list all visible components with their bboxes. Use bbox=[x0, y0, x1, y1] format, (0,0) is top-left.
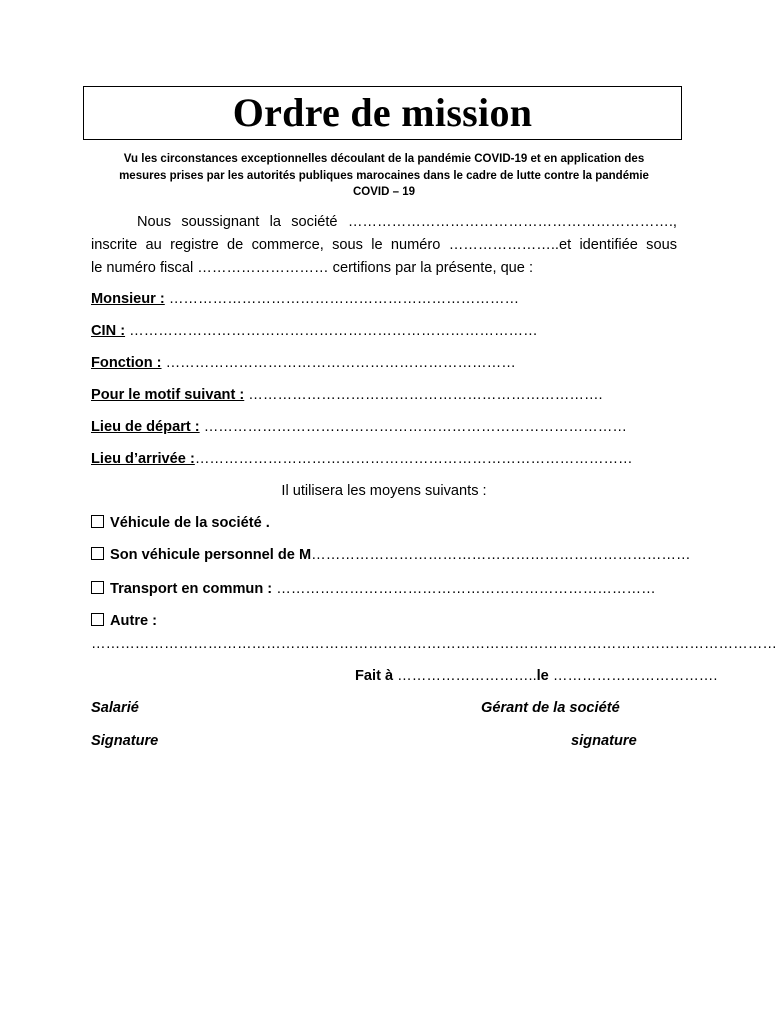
checkbox-label: Autre : bbox=[110, 613, 158, 629]
field-lieu-arrivee[interactable] bbox=[91, 451, 633, 467]
field-label: CIN : bbox=[91, 323, 126, 339]
gerant-label: Gérant de la société bbox=[481, 700, 620, 716]
field-lieu-depart[interactable] bbox=[91, 419, 627, 435]
preamble bbox=[90, 151, 678, 201]
field-dots: ……………………………………………………………… bbox=[164, 291, 520, 307]
field-label: Lieu de départ : bbox=[91, 419, 200, 435]
fait-a-dots: ……………………….. bbox=[397, 668, 537, 684]
means-vehicule-personnel bbox=[91, 547, 691, 563]
preamble-line: COVID – 19 bbox=[353, 186, 415, 198]
signature-right: signature bbox=[571, 733, 637, 749]
checkbox-label: Son véhicule personnel de M bbox=[110, 547, 312, 563]
field-label: Fonction : bbox=[91, 355, 162, 371]
checkbox[interactable] bbox=[91, 515, 104, 528]
field-dots: ………………………………………………………………. bbox=[244, 387, 603, 403]
field-dots: …………………………………………………………………… bbox=[311, 547, 691, 563]
field-dots: ……………………………………………………………………………… bbox=[194, 451, 633, 467]
means-vehicule-societe bbox=[91, 515, 270, 531]
checkbox[interactable] bbox=[91, 613, 104, 626]
preamble-line: mesures prises par les autorités publiques marocaines dans le cadre de lutte contre la pandémie bbox=[119, 169, 649, 182]
field-dots: ………………………………………………………………………… bbox=[125, 323, 538, 339]
field-cin[interactable] bbox=[91, 323, 538, 339]
field-dots: …………………………………………………………………… bbox=[272, 581, 656, 597]
field-label: Monsieur : bbox=[91, 291, 165, 307]
field-dots: …………………………………………………………………………… bbox=[199, 419, 627, 435]
intro-line-2: inscrite au registre de commerce, sous le numéro …………………..et identifiée sous bbox=[91, 237, 677, 253]
field-motif[interactable] bbox=[91, 387, 603, 403]
le-label: le bbox=[536, 668, 553, 684]
autre-dots: …………………………………………………………………………………………………………………………… bbox=[91, 636, 777, 652]
field-label: Lieu d’arrivée : bbox=[91, 451, 195, 467]
checkbox[interactable] bbox=[91, 581, 104, 594]
field-fonction[interactable] bbox=[91, 355, 516, 371]
field-label: Pour le motif suivant : bbox=[91, 387, 245, 403]
checkbox-label: Véhicule de la société . bbox=[110, 515, 270, 531]
means-intro: Il utilisera les moyens suivants : bbox=[281, 483, 487, 499]
field-dots: ……………………………………………………………… bbox=[161, 355, 516, 371]
checkbox-label: Transport en commun : bbox=[110, 581, 273, 597]
page-title: Ordre de mission bbox=[232, 90, 533, 135]
preamble-line: Vu les circonstances exceptionnelles découlant de la pandémie COVID-19 et en application des bbox=[123, 153, 645, 165]
fait-a-label: Fait à bbox=[355, 668, 398, 684]
intro-line-3: le numéro fiscal ……………………… certifions par la présente, que : bbox=[91, 260, 534, 276]
salarie-label: Salarié bbox=[91, 700, 139, 716]
intro-line-1: Nous soussignant la société …………………………………………………………., bbox=[137, 214, 677, 230]
means-transport-commun bbox=[91, 581, 656, 597]
field-monsieur[interactable] bbox=[91, 291, 519, 307]
checkbox[interactable] bbox=[91, 547, 104, 560]
le-dots: ……………………………. bbox=[552, 668, 718, 684]
means-autre bbox=[91, 613, 157, 629]
fait-a-line bbox=[355, 668, 717, 684]
title-box bbox=[83, 86, 682, 140]
signature-left: Signature bbox=[91, 733, 159, 749]
